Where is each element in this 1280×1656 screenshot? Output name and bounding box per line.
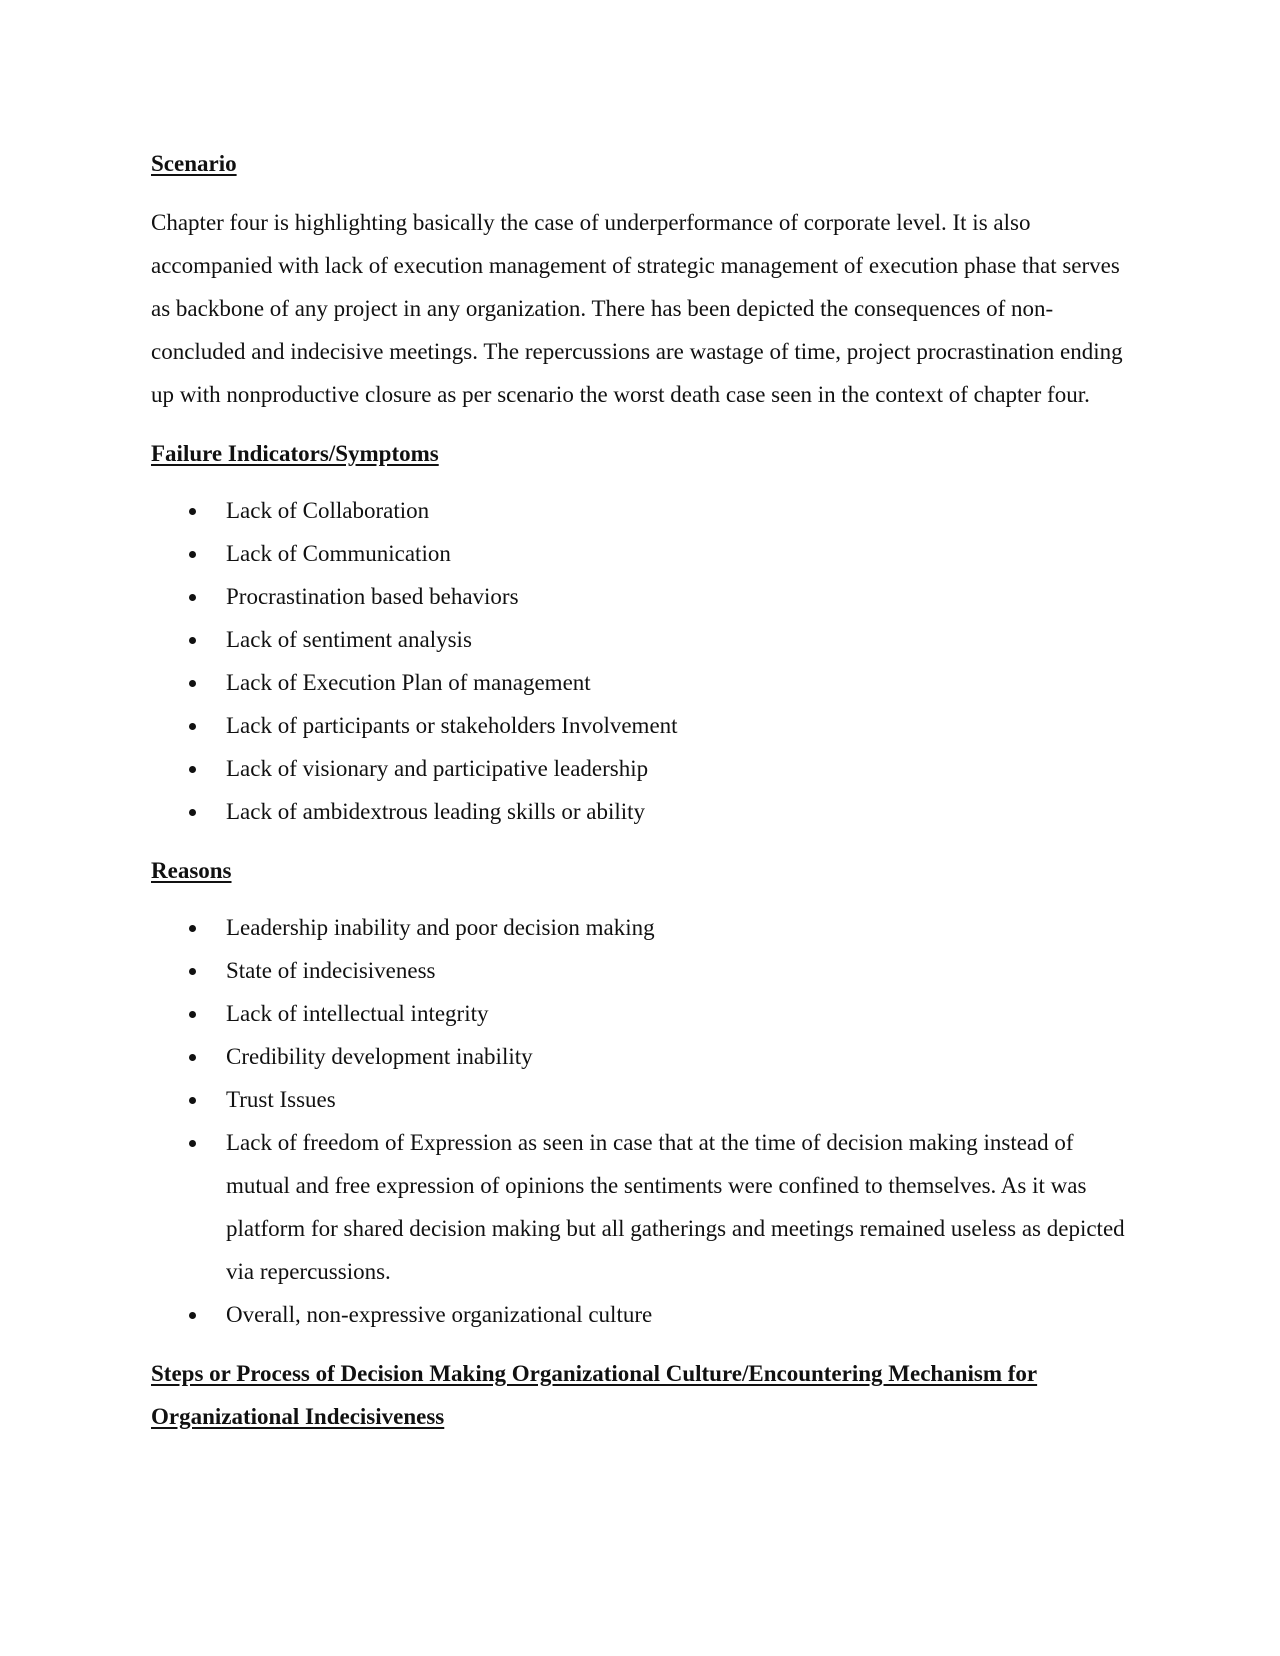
reasons-list bbox=[151, 906, 1141, 1336]
bullet-icon bbox=[189, 594, 196, 601]
bullet-icon bbox=[189, 1097, 196, 1104]
list-item: Leadership inability and poor decision making bbox=[151, 906, 1141, 949]
reasons-heading: Reasons bbox=[151, 858, 232, 883]
failure-indicators-heading: Failure Indicators/Symptoms bbox=[151, 441, 439, 466]
steps-heading: Steps or Process of Decision Making Organizational Culture/Encountering Mechanism for Organizational Indecisiveness bbox=[151, 1361, 1038, 1429]
bullet-icon bbox=[189, 968, 196, 975]
bullet-icon bbox=[189, 680, 196, 687]
bullet-icon bbox=[189, 925, 196, 932]
list-item: Lack of Execution Plan of management bbox=[151, 661, 1141, 704]
scenario-paragraph: Chapter four is highlighting basically the case of underperformance of corporate level. It is also accompanied with lack of execution management of strategic management of execution phase that serves as backbone of any project in any organization. There has been depicted the consequences of non-concluded and indecisive meetings. The repercussions are wastage of time, project procrastination ending up with nonproductive closure as per scenario the worst death case seen in the context of chapter four. bbox=[151, 210, 1123, 407]
bullet-icon bbox=[189, 766, 196, 773]
list-item: Procrastination based behaviors bbox=[151, 575, 1141, 618]
list-item: Lack of participants or stakeholders Involvement bbox=[151, 704, 1141, 747]
list-item: Lack of visionary and participative leadership bbox=[151, 747, 1141, 790]
list-item: Lack of freedom of Expression as seen in case that at the time of decision making instead of mutual and free expression of opinions the sentiments were confined to themselves. As it was platform for shared decision making but all gatherings and meetings remained useless as depicted via repercussions. bbox=[151, 1121, 1141, 1293]
scenario-heading: Scenario bbox=[151, 151, 237, 176]
list-item: Credibility development inability bbox=[151, 1035, 1141, 1078]
bullet-icon bbox=[189, 551, 196, 558]
bullet-icon bbox=[189, 508, 196, 515]
document-page bbox=[151, 142, 1141, 1438]
list-item: Lack of Collaboration bbox=[151, 489, 1141, 532]
list-item: Lack of intellectual integrity bbox=[151, 992, 1141, 1035]
bullet-icon bbox=[189, 637, 196, 644]
list-item: Trust Issues bbox=[151, 1078, 1141, 1121]
list-item: Overall, non-expressive organizational culture bbox=[151, 1293, 1141, 1336]
bullet-icon bbox=[189, 809, 196, 816]
bullet-icon bbox=[189, 1140, 196, 1147]
bullet-icon bbox=[189, 723, 196, 730]
list-item: Lack of Communication bbox=[151, 532, 1141, 575]
bullet-icon bbox=[189, 1011, 196, 1018]
bullet-icon bbox=[189, 1312, 196, 1319]
failure-indicators-list bbox=[151, 489, 1141, 833]
bullet-icon bbox=[189, 1054, 196, 1061]
list-item: Lack of ambidextrous leading skills or ability bbox=[151, 790, 1141, 833]
list-item: State of indecisiveness bbox=[151, 949, 1141, 992]
list-item: Lack of sentiment analysis bbox=[151, 618, 1141, 661]
